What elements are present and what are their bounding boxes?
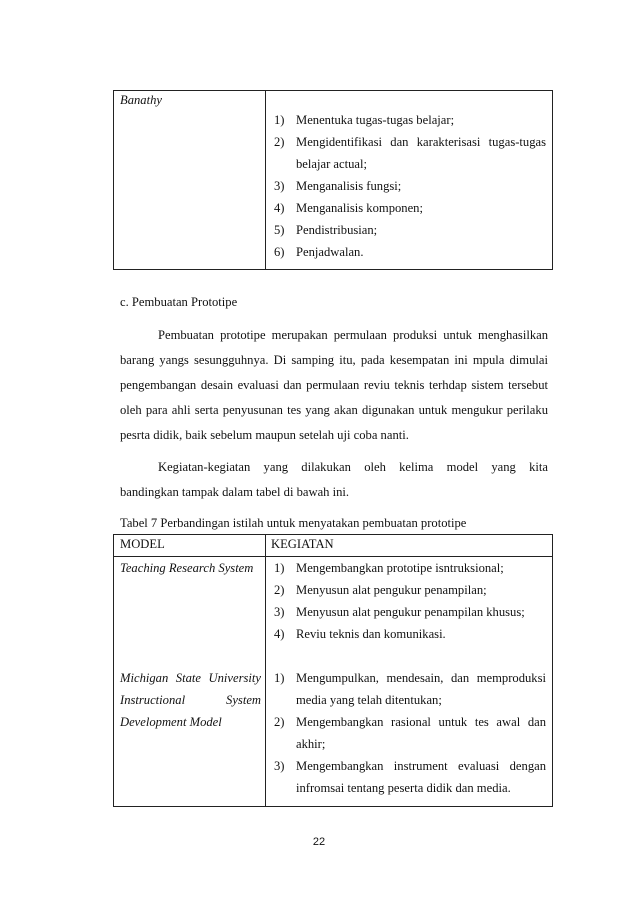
column-header-activity: KEGIATAN <box>271 537 334 551</box>
item-text-continued: belajar actual; <box>296 157 367 171</box>
item-number: 1) <box>274 671 285 685</box>
item-number: 5) <box>274 223 285 237</box>
item-text: Mengembangkan instrument evaluasi dengan <box>296 759 546 773</box>
item-text-continued: media yang telah ditentukan; <box>296 693 442 707</box>
item-text: Menyusun alat pengukur penampilan; <box>296 583 487 597</box>
table-caption: Tabel 7 Perbandingan istilah untuk menyatakan pembuatan prototipe <box>120 516 467 530</box>
item-number: 3) <box>274 179 285 193</box>
item-number: 2) <box>274 583 285 597</box>
item-number: 3) <box>274 605 285 619</box>
table-divider <box>265 91 266 269</box>
model-name: Teaching Research System <box>120 561 254 575</box>
item-text: Mengidentifikasi dan karakterisasi tugas-tugas <box>296 135 546 149</box>
item-text: Menyusun alat pengukur penampilan khusus; <box>296 605 525 619</box>
paragraph-line: oleh para ahli serta penyusunan tes yang akan digunakan untuk mengukur perilaku <box>120 403 548 417</box>
paragraph-line: Pembuatan prototipe merupakan permulaan produksi untuk menghasilkan <box>158 328 548 342</box>
column-header-model: MODEL <box>120 537 165 551</box>
item-text: Pendistribusian; <box>296 223 378 237</box>
item-number: 2) <box>274 715 285 729</box>
item-text: Reviu teknis dan komunikasi. <box>296 627 446 641</box>
item-text: Menentuka tugas-tugas belajar; <box>296 113 455 127</box>
section-heading: c. Pembuatan Prototipe <box>120 295 238 309</box>
item-text: Menganalisis komponen; <box>296 201 423 215</box>
model-name: Banathy <box>120 93 162 107</box>
item-text: Mengumpulkan, mendesain, dan memproduksi <box>296 671 546 685</box>
item-text-continued: akhir; <box>296 737 326 751</box>
item-number: 4) <box>274 201 285 215</box>
item-text-continued: infromsai tentang peserta didik dan media. <box>296 781 511 795</box>
item-text: Penjadwalan. <box>296 245 364 259</box>
item-number: 3) <box>274 759 285 773</box>
paragraph-line: pesrta didik, baik sebelum maupun setelah uji coba nanti. <box>120 428 409 442</box>
banathy-table <box>113 90 553 270</box>
column-divider <box>265 535 266 806</box>
model-name: Michigan State University <box>120 671 261 685</box>
page-number: 22 <box>312 836 326 848</box>
item-text: Mengembangkan prototipe isntruksional; <box>296 561 504 575</box>
comparison-table <box>113 534 553 807</box>
item-number: 2) <box>274 135 285 149</box>
paragraph-line: Kegiatan-kegiatan yang dilakukan oleh kelima model yang kita <box>158 460 548 474</box>
item-text: Menganalisis fungsi; <box>296 179 402 193</box>
item-number: 6) <box>274 245 285 259</box>
item-text: Mengembangkan rasional untuk tes awal dan <box>296 715 546 729</box>
item-number: 1) <box>274 561 285 575</box>
paragraph-line: barang yangs sesungguhnya. Di samping itu, pada kesempatan ini mpula dimulai <box>120 353 548 367</box>
item-number: 4) <box>274 627 285 641</box>
paragraph-line: bandingkan tampak dalam tabel di bawah ini. <box>120 485 350 499</box>
model-name: Instructional System <box>120 693 261 707</box>
item-number: 1) <box>274 113 285 127</box>
paragraph-line: pengembangan desain evaluasi dan permulaan reviu teknis terhdap sistem tersebut <box>120 378 548 392</box>
model-name: Development Model <box>120 715 222 729</box>
